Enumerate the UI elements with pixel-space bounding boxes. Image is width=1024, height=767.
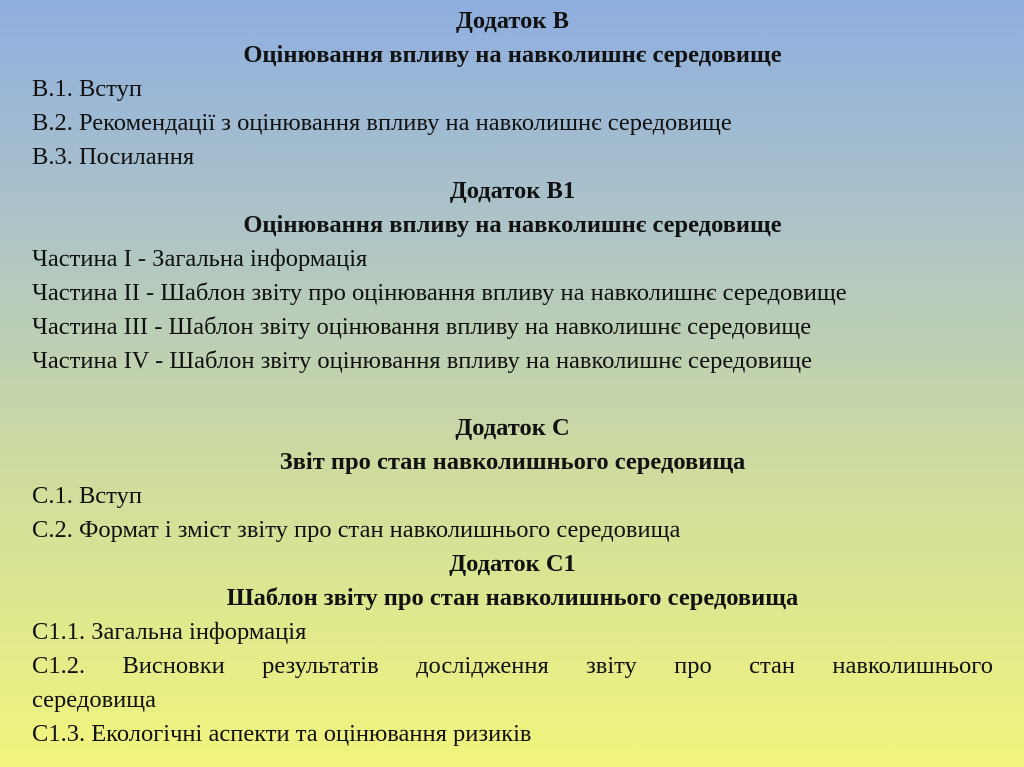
annex-b1-title: Оцінювання впливу на навколишнє середовище: [243, 211, 782, 238]
list-item-part2: Частина II - Шаблон звіту про оцінювання впливу на навколишнє середовище: [32, 279, 847, 306]
list-item-c13: С1.3. Екологічні аспекти та оцінювання ризиків: [32, 720, 532, 747]
c12-word: дослідження: [416, 652, 549, 679]
annex-b-title: Оцінювання впливу на навколишнє середовище: [243, 41, 782, 68]
list-item-b2: В.2. Рекомендації з оцінювання впливу на навколишнє середовище: [32, 109, 732, 136]
list-item-c11: С1.1. Загальна інформація: [32, 618, 307, 645]
annex-c-heading: Додаток С: [455, 414, 570, 441]
annex-b1-heading: Додаток В1: [449, 177, 576, 204]
list-item-b1: В.1. Вступ: [32, 75, 142, 102]
annex-c1-title: Шаблон звіту про стан навколишнього середовища: [226, 584, 799, 611]
c12-word: Висновки: [122, 652, 225, 679]
section-spacer: [32, 378, 993, 411]
list-item-b3: В.3. Посилання: [32, 143, 195, 170]
c12-word: навколишнього: [832, 652, 993, 679]
list-item-part3: Частина III - Шаблон звіту оцінювання впливу на навколишнє середовище: [32, 313, 812, 340]
c12-word: звіту: [586, 652, 637, 679]
list-item-c12-continuation: середовища: [32, 686, 156, 713]
annex-c1-heading: Додаток С1: [449, 550, 576, 577]
c12-word: результатів: [262, 652, 379, 679]
list-item-c1: С.1. Вступ: [32, 482, 142, 509]
list-item-part4: Частина IV - Шаблон звіту оцінювання впливу на навколишнє середовище: [32, 347, 813, 374]
c12-word: про: [674, 652, 712, 679]
c12-word: С1.2.: [32, 652, 86, 679]
annex-b-heading: Додаток В: [456, 7, 569, 34]
list-item-c2: С.2. Формат і зміст звіту про стан навколишнього середовища: [32, 516, 681, 543]
list-item-c12: [32, 649, 993, 683]
list-item-part1: Частина I - Загальна інформація: [32, 245, 368, 272]
annex-c-title: Звіт про стан навколишнього середовища: [279, 448, 746, 475]
c12-word: стан: [749, 652, 796, 679]
